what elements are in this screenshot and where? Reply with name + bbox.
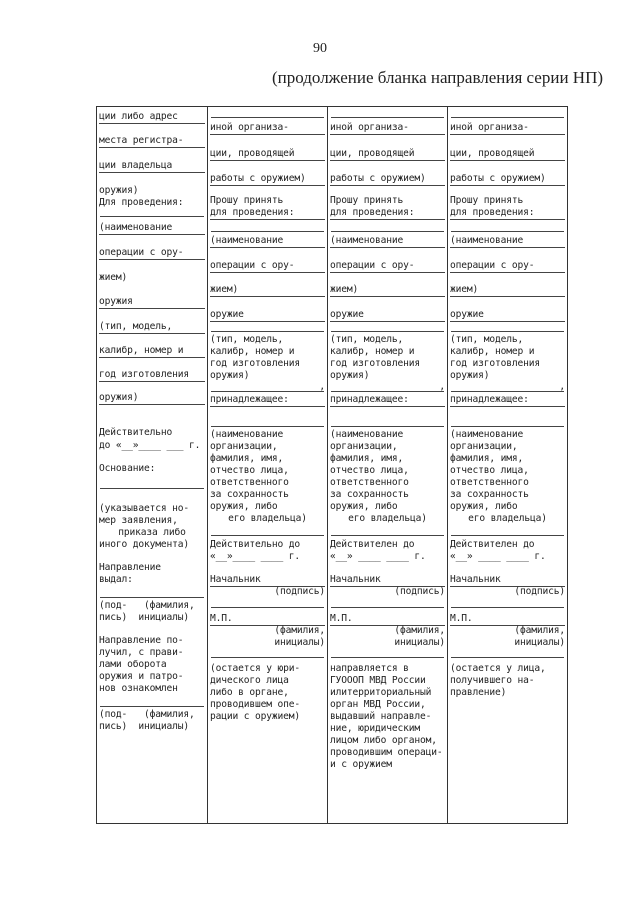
fill-line [331,117,444,118]
comma: , [559,381,565,392]
fill-line [451,426,564,427]
org-line: ции, проводящей [330,148,445,161]
signature-caption: (под- (фамилия, [99,600,195,611]
form-copy-column-3 [448,107,567,823]
responsible-line: организации, [210,441,278,452]
address-line: ции владельца [99,160,205,173]
weapon-desc-line: (тип, модель, [210,334,284,345]
footer-note-line: илитерриториальный [330,687,432,698]
fill-line [451,535,564,536]
basis-note-line: приказа либо [118,527,186,538]
issued-by-label: Направление [99,562,161,573]
request-text: Прошу принять [210,195,284,206]
valid-label: Действительно до [210,539,301,550]
operation-line: (наименование [210,235,325,248]
footer-note-line: (остается у лица, [450,663,546,674]
weapon-desc-line: калибр, номер и [99,345,205,358]
fill-line [451,331,564,332]
fill-line [100,216,204,217]
footer-note-line: рации с оружием) [210,711,301,722]
address-line: места регистра- [99,135,205,148]
signature-caption: (подпись) [274,586,325,597]
fill-line [331,391,444,392]
responsible-line: оружия, либо [450,501,518,512]
chief-label: Начальник [450,574,565,587]
footer-note-line: правление) [450,687,507,698]
footer-note-line: получившего на- [450,675,535,686]
address-line: оружия) [99,185,139,196]
weapon-label: оружие [450,309,565,322]
responsible-line: организации, [330,441,398,452]
signature-caption: (под- (фамилия, [99,709,195,720]
fill-line [331,607,444,608]
stamp-label: М.П. [210,613,325,626]
basis-note-line: мер заявления, [99,515,178,526]
received-label: лучил, с прави- [99,647,184,658]
responsible-line: организации, [450,441,518,452]
operation-line: операции с ору- [210,260,325,273]
fill-line [451,117,564,118]
responsible-line: фамилия, имя, [330,453,404,464]
responsible-line: отчество лица, [210,465,289,476]
chief-label: Начальник [330,574,445,587]
weapon-desc-line: калибр, номер и [450,346,535,357]
fill-line [100,488,204,489]
responsible-line: его владельца) [228,513,307,524]
org-line: работы с оружием) [210,173,325,186]
comma: , [439,381,445,392]
weapon-desc-line: год изготовления [450,358,541,369]
weapon-desc-line: калибр, номер и [330,346,415,357]
responsible-line: фамилия, имя, [210,453,284,464]
weapon-label: оружие [330,309,445,322]
weapon-desc-line: оружия) [450,370,490,381]
fill-line [331,657,444,658]
footer-note-line: проводившим операци- [330,747,443,758]
operation-line: операции с ору- [99,247,205,260]
received-label: Направление по- [99,635,184,646]
footer-note-line: (остается у юри- [210,663,301,674]
weapon-desc-line: год изготовления [330,358,421,369]
weapon-label: оружие [210,309,325,322]
fill-line [100,706,204,707]
responsible-line: (наименование [210,429,284,440]
org-line: работы с оружием) [450,173,565,186]
basis-note-line: (указывается но- [99,503,190,514]
operation-line: операции с ору- [450,260,565,273]
operation-line: (наименование [99,222,205,235]
weapon-desc-line: калибр, номер и [210,346,295,357]
valid-until-date: до «__»____ ___ г. [99,440,201,451]
fill-line [211,426,324,427]
page-number: 90 [313,41,327,56]
operation-line: операции с ору- [330,260,445,273]
operation-line: (наименование [450,235,565,248]
responsible-line: ответственного [210,477,289,488]
org-line: ции, проводящей [450,148,565,161]
signature-caption: (подпись) [394,586,445,597]
signature-caption: пись) инициалы) [99,721,190,732]
fill-line [331,331,444,332]
request-text: Прошу принять [450,195,524,206]
valid-until-date: «__» ____ ____ г. [330,551,426,562]
request-text: Прошу принять [330,195,404,206]
footer-note-line: дического лица [210,675,289,686]
footer-note-line: и с оружием [330,759,392,770]
responsible-line: (наименование [330,429,404,440]
belongs-label: принадлежащее: [210,394,325,407]
weapon-desc-line: год изготовления [99,369,205,382]
basis-label: Основание: [99,463,156,474]
weapon-desc-line: (тип, модель, [99,321,205,334]
operation-line: жием) [450,284,565,297]
operation-line: (наименование [330,235,445,248]
org-line: иной организа- [330,122,445,135]
signature-caption: (подпись) [514,586,565,597]
footer-note-line: либо в органе, [210,687,289,698]
responsible-line: за сохранность [210,489,289,500]
left-label-column [97,107,207,823]
valid-label: Действителен до [450,539,535,550]
fill-line [211,331,324,332]
stamp-label: М.П. [450,613,565,626]
fill-line [211,657,324,658]
weapon-desc-line: год изготовления [210,358,301,369]
fill-line [451,607,564,608]
name-caption: (фамилия, [514,625,565,636]
fill-line [331,231,444,232]
responsible-line: ответственного [450,477,529,488]
for-conducting-label: Для проведения: [99,197,184,208]
footer-note-line: выдавший направле- [330,711,432,722]
weapon-desc-line: оружия) [99,392,205,405]
responsible-line: за сохранность [450,489,529,500]
valid-until-date: «__»____ ____ г. [210,551,301,562]
for-conducting-label: для проведения: [450,207,565,220]
responsible-line: ответственного [330,477,409,488]
footer-note-line: лицом либо органом, [330,735,437,746]
responsible-line: за сохранность [330,489,409,500]
comma: , [319,381,325,392]
weapon-desc-line: (тип, модель, [450,334,524,345]
footer-note-line: орган МВД России, [330,699,426,710]
responsible-line: его владельца) [348,513,427,524]
responsible-line: (наименование [450,429,524,440]
chief-label: Начальник [210,574,325,587]
referral-form-table [96,106,568,824]
for-conducting-label: для проведения: [210,207,325,220]
fill-line [211,117,324,118]
fill-line [211,231,324,232]
weapon-desc-line: (тип, модель, [330,334,404,345]
address-line: ции либо адрес [99,111,205,124]
weapon-label: оружия [99,296,205,309]
weapon-desc-line: оружия) [330,370,370,381]
valid-label: Действительно [99,427,173,438]
form-copy-column-1 [208,107,327,823]
weapon-desc-line: оружия) [210,370,250,381]
valid-label: Действителен до [330,539,415,550]
org-line: работы с оружием) [330,173,445,186]
fill-line [451,657,564,658]
footer-note-line: направляется в [330,663,409,674]
responsible-line: фамилия, имя, [450,453,524,464]
fill-line [211,607,324,608]
name-caption: (фамилия, [274,625,325,636]
footer-note-line: ние, юридическим [330,723,421,734]
org-line: ции, проводящей [210,148,325,161]
for-conducting-label: для проведения: [330,207,445,220]
responsible-line: оружия, либо [330,501,398,512]
name-caption: инициалы) [274,637,325,648]
operation-line: жием) [99,272,128,283]
operation-line: жием) [210,284,325,297]
fill-line [331,426,444,427]
name-caption: инициалы) [514,637,565,648]
belongs-label: принадлежащее: [450,394,565,407]
responsible-line: его владельца) [468,513,547,524]
responsible-line: оружия, либо [210,501,278,512]
stamp-label: М.П. [330,613,445,626]
form-continuation-title: (продолжение бланка направления серии НП) [272,68,604,87]
valid-until-date: «__» ____ ____ г. [450,551,546,562]
form-copy-column-2 [328,107,447,823]
fill-line [211,391,324,392]
basis-note-line: иного документа) [99,539,190,550]
footer-note-line: проводившем опе- [210,699,301,710]
received-label: нов ознакомлен [99,683,178,694]
received-label: оружия и патро- [99,671,184,682]
belongs-label: принадлежащее: [330,394,445,407]
received-label: лами оборота [99,659,167,670]
fill-line [331,535,444,536]
fill-line [100,597,204,598]
org-line: иной организа- [450,122,565,135]
name-caption: (фамилия, [394,625,445,636]
signature-caption: пись) инициалы) [99,612,190,623]
fill-line [451,391,564,392]
fill-line [451,231,564,232]
footer-note-line: ГУОООП МВД России [330,675,426,686]
responsible-line: отчество лица, [450,465,529,476]
operation-line: жием) [330,284,445,297]
issued-by-label: выдал: [99,574,133,585]
responsible-line: отчество лица, [330,465,409,476]
org-line: иной организа- [210,122,325,135]
fill-line [211,535,324,536]
name-caption: инициалы) [394,637,445,648]
